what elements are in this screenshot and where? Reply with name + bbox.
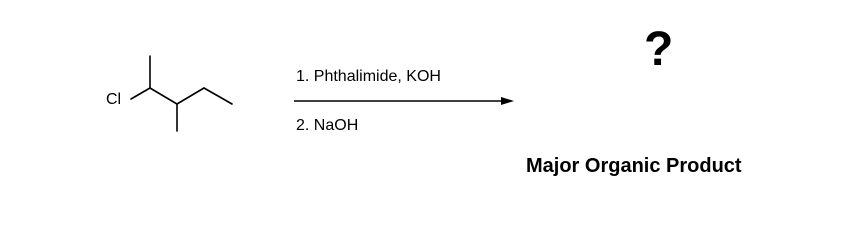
chlorine-atom-label: Cl [106,91,122,108]
unknown-product-question-mark: ? [644,23,674,76]
product-caption: Major Organic Product [526,155,742,177]
condition-step-1: 1. Phthalimide, KOH [296,68,441,85]
condition-step-2: 2. NaOH [296,117,359,134]
